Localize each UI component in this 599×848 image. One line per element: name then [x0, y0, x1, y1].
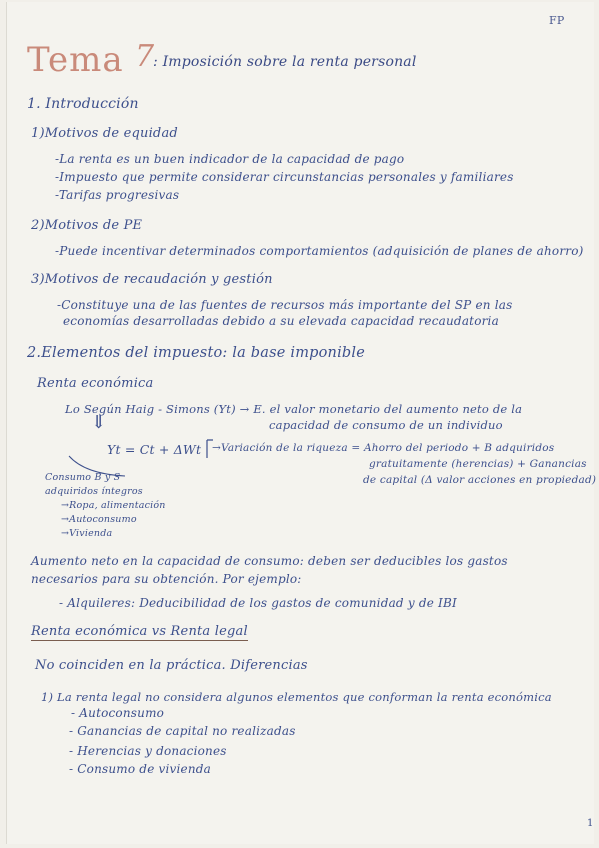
consumo-line: →Autoconsumo: [61, 514, 137, 525]
equidad-item: -La renta es un buen indicador de la capacidad de pago: [55, 152, 405, 166]
pe-item: -Puede incentivar determinados comportamientos (adquisición de planes de ahorro): [55, 244, 584, 258]
title-tema: Tema: [27, 40, 124, 80]
notebook-page: [6, 2, 597, 844]
section-2-heading: 2.Elementos del impuesto: la base imponible: [27, 345, 366, 361]
recaudacion-item: economías desarrolladas debido a su elevada capacidad recaudatoria: [63, 314, 499, 328]
aumento-neto-line: Aumento neto en la capacidad de consumo: deben ser deducibles los gastos: [31, 554, 508, 568]
diferencia-item: - Consumo de vivienda: [69, 762, 212, 776]
equidad-item: -Impuesto que permite considerar circunstancias personales y familiares: [55, 170, 514, 184]
consumo-line: Consumo B y S: [45, 472, 121, 483]
aumento-neto-line: necesarios para su obtención. Por ejemplo:: [31, 572, 302, 586]
diferencia-item: - Herencias y donaciones: [69, 744, 227, 758]
recaudacion-item: -Constituye una de las fuentes de recursos más importante del SP en las: [57, 298, 513, 312]
corner-tag: FP: [549, 14, 565, 27]
variacion-riqueza: →Variación de la riqueza = Ahorro del periodo + B adquiridos: [212, 442, 555, 454]
alquileres-line: - Alquileres: Deducibilidad de los gastos de comunidad y de IBI: [59, 596, 457, 610]
diferencia-item: - Ganancias de capital no realizadas: [69, 724, 296, 738]
motivos-pe-title: 2)Motivos de PE: [31, 218, 143, 233]
renta-economica-label: Renta económica: [37, 376, 154, 391]
title-subtitle: : Imposición sobre la renta personal: [153, 54, 417, 70]
motivos-recaudacion-title: 3)Motivos de recaudación y gestión: [31, 272, 273, 287]
variacion-riqueza: de capital (Δ valor acciones en propiedad): [363, 474, 597, 486]
consumo-line: →Ropa, alimentación: [61, 500, 166, 511]
no-coinciden-line: No coinciden en la práctica. Diferencias: [35, 658, 308, 673]
down-arrow-icon: ⇓: [91, 412, 107, 433]
renta-vs-heading: Renta económica vs Renta legal: [31, 624, 248, 639]
consumo-line: →Vivienda: [61, 528, 113, 539]
section-1-heading: 1. Introducción: [27, 96, 139, 112]
diferencia-item: - Autoconsumo: [71, 706, 165, 720]
diferencia-1: 1) La renta legal no considera algunos elementos que conforman la renta económica: [41, 690, 552, 704]
haig-simons-line: capacidad de consumo de un individuo: [269, 418, 503, 432]
title-number: 7: [135, 39, 155, 74]
consumo-line: adquiridos íntegros: [45, 486, 143, 497]
page-number: 1: [587, 818, 594, 829]
motivos-equidad-title: 1)Motivos de equidad: [31, 126, 178, 141]
haig-simons-line: Lo Según Haig - Simons (Yt) → E. el valor monetario del aumento neto de la: [65, 402, 523, 416]
equidad-item: -Tarifas progresivas: [55, 188, 180, 202]
formula: Yt = Ct + ΔWt: [107, 442, 202, 457]
variacion-riqueza: gratuitamente (herencias) + Ganancias: [369, 458, 587, 470]
